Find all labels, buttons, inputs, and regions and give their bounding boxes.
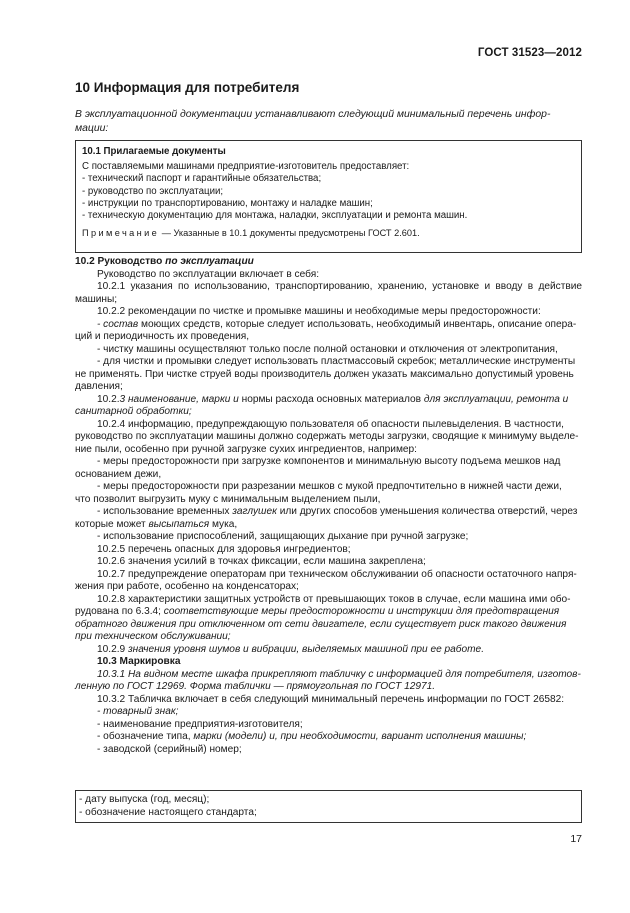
attached-documents-title: 10.1 Прилагаемые документы [82,146,226,157]
s103-line: - товарный знак; [97,706,179,717]
s102-line: рудована по 6.3.4; соответствующие меры предосторожности и инструкции для предотвращения [75,606,560,617]
intro-line-1: В эксплуатационной документации устанавливают следующий минимальный перечень инфор- [75,109,551,120]
attached-line-2: - технический паспорт и гарантийные обязательства; [82,173,322,185]
s102-line: 10.2.3 наименование, марки и нормы расхода основных материалов для эксплуатации, ремонта и [97,393,569,405]
s103-title: 10.3 Маркировка [97,656,181,667]
s102-line: ние пыли, особенно при ручной загрузке сухих ингредиентов, например: [75,443,417,455]
standard-header: ГОСТ 31523—2012 [477,47,582,59]
s102-line: - для чистки и промывки следует использовать пластмассовый скребок; металлические инструменты [97,356,576,367]
note-label: Примечание [82,228,160,239]
s102-line: 10.2.2 рекомендации по чистке и промывке машины и необходимые меры предосторожности: [97,306,541,317]
s102-title: 10.2 Руководство по эксплуатации [75,256,254,267]
s102-line: основанием дежи, [75,468,162,480]
s102-line: 10.2.4 информацию, предупреждающую пользователя об опасности пылевыделения. В частности, [97,418,564,430]
s103-line: 10.3.2 Табличка включает в себя следующий минимальный перечень информации по ГОСТ 26582: [97,693,565,705]
s103-line: - наименование предприятия-изготовителя; [97,718,303,730]
s102-line: которые может высыпаться мука, [75,518,238,530]
s102-line: не применять. При чистке струей воды производитель должен указать максимально допустимый уровень [75,368,574,380]
s103-line: 10.3.1 На видном месте шкафа прикрепляют табличку с информацией для потребителя, изготов- [97,668,581,680]
s102-line: 10.2.8 характеристики защитных устройств от превышающих токов в случае, если машина ими обо- [97,593,571,605]
main-text [75,256,582,756]
note-text: — Указанные в 10.1 документы предусмотрены ГОСТ 2.601. [159,228,420,239]
s102-line: при техническом обслуживании; [75,631,231,642]
label-info-line-1: - дату выпуска (год, месяц); [79,794,210,805]
label-info-box [75,790,582,823]
attached-line-1: С поставляемыми машинами предприятие-изготовитель предоставляет: [82,161,410,173]
s102-line: - использование временных заглушек или других способов уменьшения количества отверстий, через [97,506,578,517]
attached-note [82,227,577,239]
s102-line: давления; [75,381,123,392]
s102-line: - чистку машины осуществляют только после полной остановки и отключения от электропитания, [97,343,558,355]
s103-line: - обозначение типа, марки (модели) и, при необходимости, вариант исполнения машины; [97,731,527,742]
s103-line: - заводской (серийный) номер; [97,743,242,755]
page-number: 17 [570,833,582,845]
s102-line: - состав моющих средств, которые следует использовать, необходимый инвентарь, описание опера- [97,318,577,330]
s102-line: - меры предосторожности при загрузке компонентов и минимальную высоту подъема мешков над [97,456,561,467]
s103-line: ленную по ГОСТ 12969. Форма таблички — прямоугольная по ГОСТ 12971. [75,681,436,692]
s102-line: 10.2.9 значения уровня шумов и вибрации, выделяемых машиной при ее работе. [97,643,485,655]
s102-line: руководство по эксплуатации машины должно содержать методы загрузки, сводящие к минимуму выделе- [75,431,579,442]
s102-line: санитарной обработки; [75,406,192,417]
s102-line: 10.2.1 указания по использованию, транспортированию, хранению, установке и вводу в действие [97,281,582,292]
attached-line-5: - техническую документацию для монтажа, наладки, эксплуатации и ремонта машин. [82,210,468,222]
s102-line: обратного движения при отключенном от сети двигателе, если существует риск такого движения [75,618,567,630]
s102-line: ций и периодичность их проведения, [75,331,250,342]
intro-line-2: мации: [75,123,109,134]
s102-line: машины; [75,293,118,305]
attached-line-3: - руководство по эксплуатации; [82,185,224,197]
attached-documents-box [75,140,582,253]
s102-line: что позволит выгрузить муку с минимальным выделением пыли, [75,493,381,505]
s102-line: жения при работе, особенно на конденсаторах; [75,581,299,592]
label-info-line-2: - обозначение настоящего стандарта; [79,807,257,818]
s102-line: 10.2.6 значения усилий в точках фиксации, если машина закреплена; [97,556,426,567]
s102-line: Руководство по эксплуатации включает в себя: [97,268,320,280]
intro-paragraph [75,108,582,136]
attached-line-4: - инструкции по транспортированию, монтажу и наладке машин; [82,197,373,209]
s102-line: - меры предосторожности при разрезании мешков с мукой предпочтительно в нижней части дежи, [97,481,562,492]
s102-line: 10.2.7 предупреждение операторам при техническом обслуживании об опасности остаточного напря- [97,568,577,580]
section-title: 10 Информация для потребителя [75,80,300,95]
s102-line: 10.2.5 перечень опасных для здоровья ингредиентов; [97,543,351,555]
s102-line: - использование приспособлений, защищающих дыхание при ручной загрузке; [97,531,469,542]
